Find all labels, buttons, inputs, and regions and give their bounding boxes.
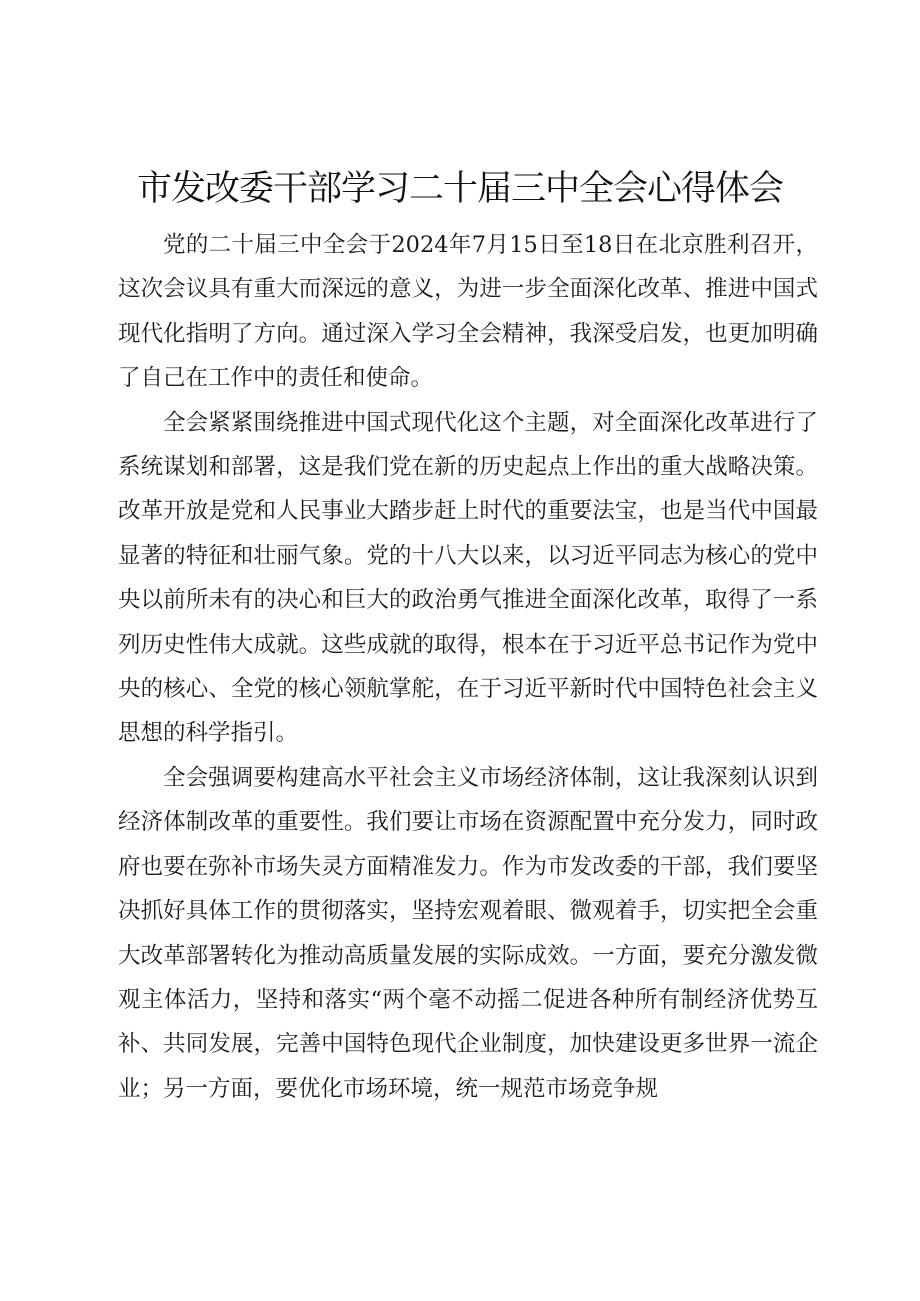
document-title: 市发改委干部学习二十届三中全会心得体会 — [136, 169, 783, 209]
document-body — [118, 223, 818, 1111]
paragraph-1: 党的二十届三中全会于2024年7月15日至18日在北京胜利召开，这次会议具有重大而深远的意义，为进一步全面深化改革、推进中国式现代化指明了方向。通过深入学习全会精神，我深受启发，也更加明确了自己在工作中的责任和使命。 — [118, 232, 818, 392]
paragraph-3: 全会强调要构建高水平社会主义市场经济体制，这让我深刻认识到经济体制改革的重要性。我们要让市场在资源配置中充分发力，同时政府也要在弥补市场失灵方面精准发力。作为市发改委的干部，我们要坚决抓好具体工作的贯彻落实，坚持宏观着眼、微观着手，切实把全会重大改革部署转化为推动高质量发展的实际成效。一方面，要充分激发微观主体活力，坚持和落实“两个毫不动摇二促进各种所有制经济优势互补、共同发展，完善中国特色现代企业制度，加快建设更多世界一流企业；另一方面，要优化市场环境，统一规范市场竞争规 — [118, 764, 818, 1102]
paragraph-2: 全会紧紧围绕推进中国式现代化这个主题，对全面深化改革进行了系统谋划和部署，这是我们党在新的历史起点上作出的重大战略决策。改革开放是党和人民事业大踏步赶上时代的重要法宝，也是当代中国最显著的特征和壮丽气象。党的十八大以来，以习近平同志为核心的党中央以前所未有的决心和巨大的政治勇气推进全面深化改革，取得了一系列历史性伟大成就。这些成就的取得，根本在于习近平总书记作为党中央的核心、全党的核心领航掌舵，在于习近平新时代中国特色社会主义思想的科学指引。 — [118, 409, 818, 747]
